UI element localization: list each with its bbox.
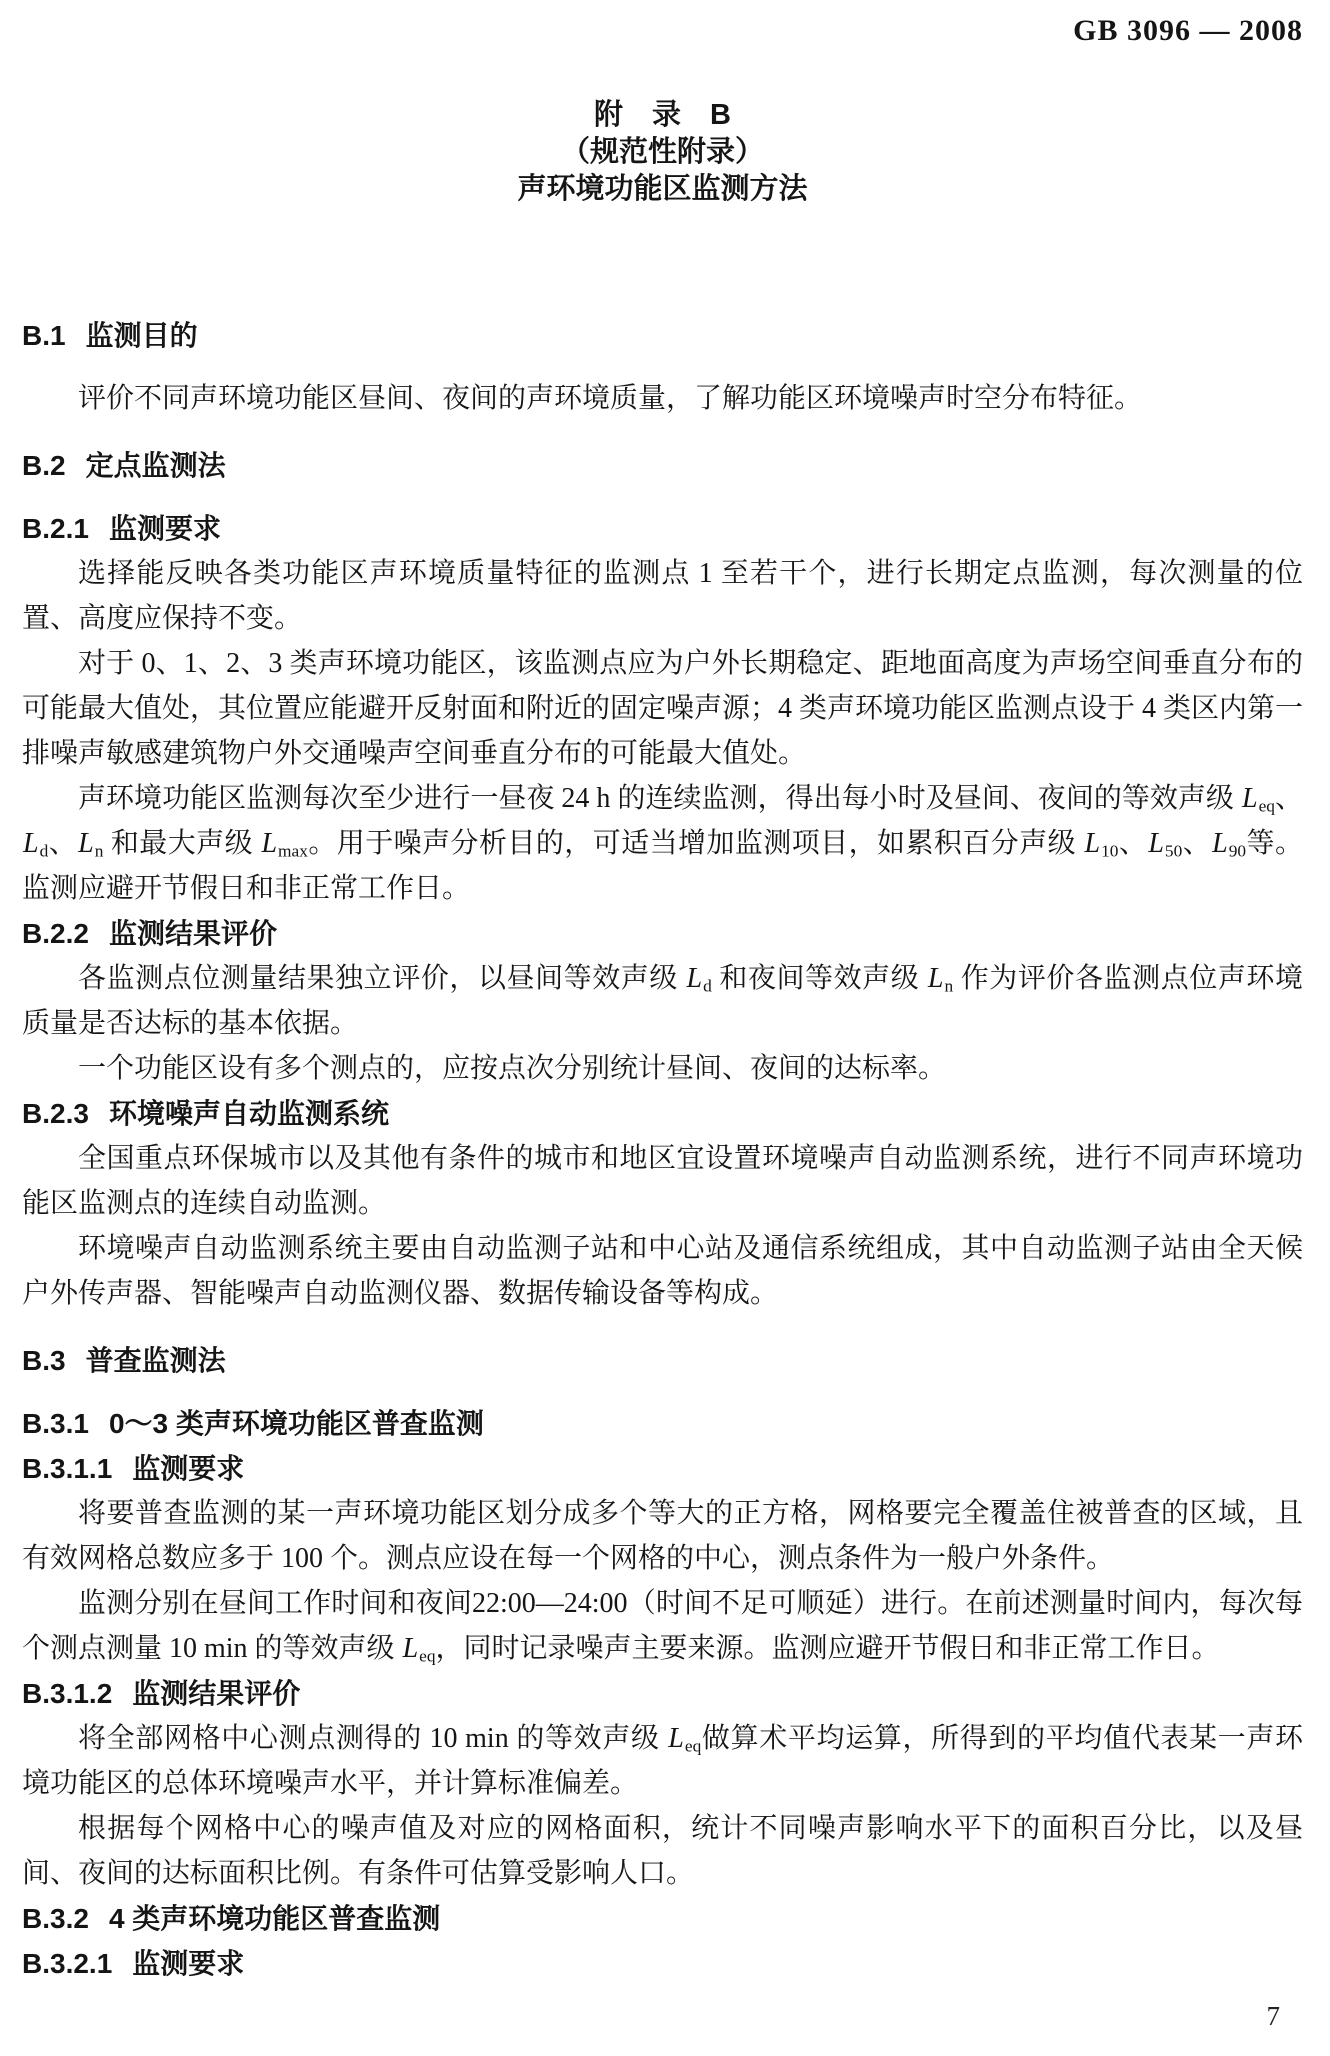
- section-number: B.3.1.1: [22, 1453, 113, 1484]
- section-number: B.2.3: [22, 1098, 89, 1129]
- section-title: 普查监测法: [85, 1345, 226, 1376]
- paragraph-b21-1: 选择能反映各类功能区声环境质量特征的监测点 1 至若干个，进行长期定点监测，每次测量的位置、高度应保持不变。: [22, 558, 1303, 634]
- section-title: 0～3 类声环境功能区普查监测: [108, 1408, 484, 1439]
- paragraph-b311-2: 监测分别在昼间工作时间和夜间22:00—24:00（时间不足可顺延）进行。在前述测量时间内，每次每个测点测量 10 min 的等效声级 $L_{eq}$，同时记录噪声主要来源。监测应避开节假日和非正常工作日。: [22, 1588, 1303, 1666]
- section-number: B.3.1.2: [22, 1678, 113, 1709]
- paragraph-b21-2: 对于 0、1、2、3 类声环境功能区，该监测点应为户外长期稳定、距地面高度为声场空间垂直分布的可能最大值处，其位置应能避开反射面和附近的固定噪声源；4 类声环境功能区监测点设于 4 类区内第一排噪声敏感建筑物户外交通噪声空间垂直分布的可能最大值处。: [22, 648, 1304, 769]
- paragraph-b23-1: 全国重点环保城市以及其他有条件的城市和地区宜设置环境噪声自动监测系统，进行不同声环境功能区监测点的连续自动监测。: [22, 1143, 1303, 1219]
- section-number: B.1: [22, 320, 66, 351]
- section-title: 环境噪声自动监测系统: [108, 1098, 389, 1129]
- heading-b321: [22, 1941, 1303, 1986]
- heading-b32: [22, 1896, 1303, 1941]
- section-title: 定点监测法: [85, 450, 226, 481]
- standard-code: GB 3096 — 2008: [1073, 14, 1303, 47]
- section-title: 监测要求: [132, 1453, 245, 1484]
- heading-b31: [22, 1401, 1303, 1446]
- appendix-type: （规范性附录）: [560, 136, 764, 168]
- section-number: B.3: [22, 1345, 66, 1376]
- paragraph-b311-1: 将要普查监测的某一声环境功能区划分成多个等大的正方格，网格要完全覆盖住被普查的区域，且有效网格总数应多于 100 个。测点应设在每一个网格的中心，测点条件为一般户外条件。: [22, 1498, 1303, 1574]
- section-title: 4 类声环境功能区普查监测: [108, 1903, 441, 1934]
- paragraph-b22-1: 各监测点位测量结果独立评价，以昼间等效声级 $L_d$ 和夜间等效声级 $L_n$ 作为评价各监测点位声环境质量是否达标的基本依据。: [22, 963, 1303, 1039]
- heading-b311: [22, 1446, 1303, 1491]
- appendix-title-block: [22, 97, 1303, 208]
- section-number: B.2.2: [22, 918, 89, 949]
- appendix-label: 附 录 B: [594, 99, 731, 131]
- heading-b2: [22, 443, 1303, 488]
- heading-b312: [22, 1671, 1303, 1716]
- section-title: 监测结果评价: [108, 918, 277, 949]
- heading-b21: [22, 506, 1303, 551]
- paragraph-b312-2: 根据每个网格中心的噪声值及对应的网格面积，统计不同噪声影响水平下的面积百分比，以及昼间、夜间的达标面积比例。有条件可估算受影响人口。: [22, 1813, 1303, 1889]
- heading-b1: [22, 313, 1303, 358]
- section-number: B.3.2.1: [22, 1948, 113, 1979]
- appendix-title: 声环境功能区监测方法: [517, 173, 808, 205]
- paragraph-b21-3: 声环境功能区监测每次至少进行一昼夜 24 h 的连续监测，得出每小时及昼间、夜间的等效声级 $L_{eq}$、$L_d$、$L_n$ 和最大声级 $L_{max}$。用于噪声分析目的，可适当增加监测项目，如累积百分声级 $L_{10}$、$L_{50}$、$L_{90}$等。监测应避开节假日和非正常工作日。: [22, 783, 1303, 904]
- section-number: B.2.1: [22, 513, 89, 544]
- section-number: B.3.1: [22, 1408, 89, 1439]
- paragraph-b22-2: 一个功能区设有多个测点的，应按点次分别统计昼间、夜间的达标率。: [78, 1053, 947, 1084]
- section-title: 监测目的: [85, 320, 198, 351]
- section-title: 监测要求: [108, 513, 221, 544]
- paragraph-b23-2: 环境噪声自动监测系统主要由自动监测子站和中心站及通信系统组成，其中自动监测子站由全天候户外传声器、智能噪声自动监测仪器、数据传输设备等构成。: [22, 1233, 1303, 1309]
- section-number: B.3.2: [22, 1903, 89, 1934]
- heading-b22: [22, 911, 1303, 956]
- heading-b3: [22, 1338, 1303, 1383]
- section-title: 监测结果评价: [132, 1678, 301, 1709]
- page-number: 7: [1266, 2001, 1280, 2031]
- paragraph-b1-1: 评价不同声环境功能区昼间、夜间的声环境质量，了解功能区环境噪声时空分布特征。: [78, 383, 1143, 414]
- section-number: B.2: [22, 450, 66, 481]
- heading-b23: [22, 1091, 1303, 1136]
- section-title: 监测要求: [132, 1948, 245, 1979]
- paragraph-b312-1: 将全部网格中心测点测得的 10 min 的等效声级 $L_{eq}$做算术平均运算，所得到的平均值代表某一声环境功能区的总体环境噪声水平，并计算标准偏差。: [22, 1723, 1303, 1799]
